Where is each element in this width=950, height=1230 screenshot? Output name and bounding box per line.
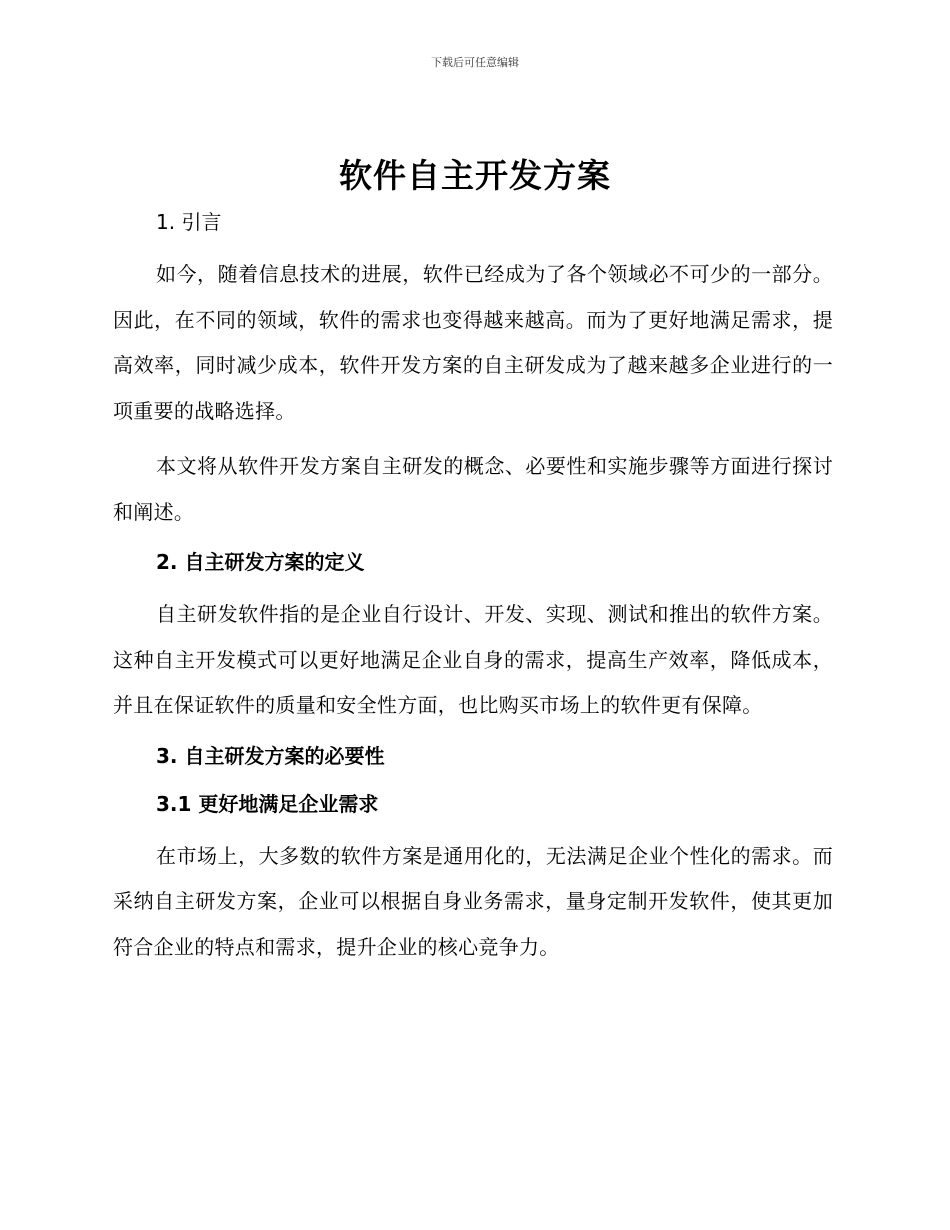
section-heading-definition: 2. 自主研发方案的定义 [156,550,365,574]
section-heading-necessity: 3. 自主研发方案的必要性 [156,743,385,768]
definition-paragraph: 自主研发软件指的是企业自行设计、开发、实现、测试和推出的软件方案。这种自主开发模式可以更好地满足企业自身的需求，提高生产效率，降低成本，并且在保证软件的质量和安全性方面，也比购买市场上的软件更有保障。 [113,602,833,717]
document-title: 软件自主开发方案 [339,156,611,195]
intro-paragraph-1: 如今，随着信息技术的进展，软件已经成为了各个领域必不可少的一部分。因此，在不同的领域，软件的需求也变得越来越高。而为了更好地满足需求，提高效率，同时减少成本，软件开发方案的自主研发成为了越来越多企业进行的一项重要的战略选择。 [113,262,833,423]
intro-paragraph-2: 本文将从软件开发方案自主研发的概念、必要性和实施步骤等方面进行探讨和阐述。 [113,454,833,524]
subsection-heading-3-1: 3.1 更好地满足企业需求 [156,791,379,816]
necessity-paragraph-3-1: 在市场上，大多数的软件方案是通用化的，无法满足企业个性化的需求。而采纳自主研发方案，企业可以根据自身业务需求，量身定制开发软件，使其更加符合企业的特点和需求，提升企业的核心竞争力。 [113,843,833,959]
section-heading-intro: 1. 引言 [156,210,222,234]
document-body [113,204,833,970]
header-note: 下载后可任意编辑 [431,56,519,69]
